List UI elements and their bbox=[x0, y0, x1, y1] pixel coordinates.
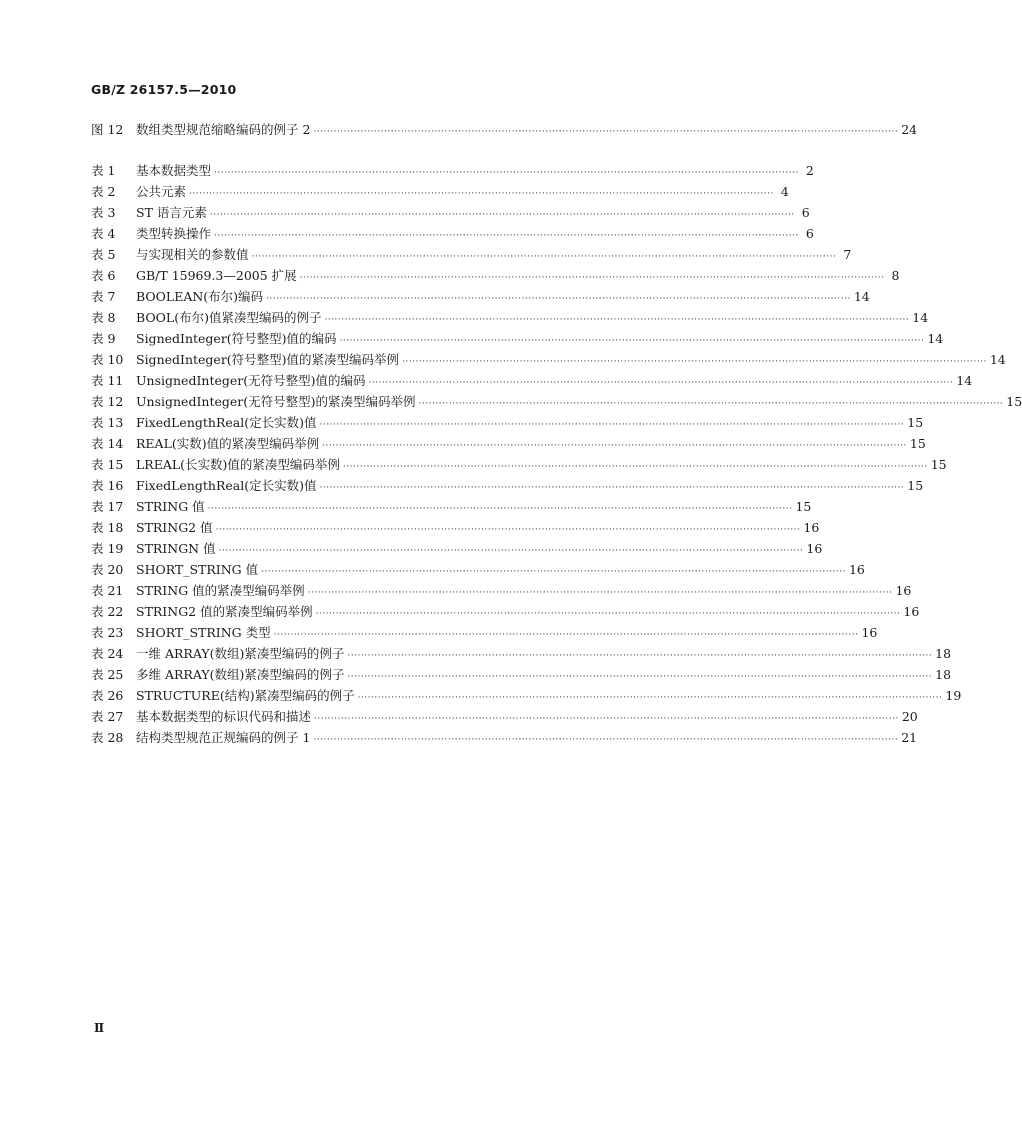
table-entry[interactable] bbox=[91, 622, 878, 643]
entry-title: SignedInteger(符号整型)值的紧凑型编码举例 bbox=[136, 352, 400, 367]
table-entry[interactable] bbox=[91, 496, 812, 517]
entry-title: STRUCTURE(结构)紧凑型编码的例子 bbox=[136, 688, 355, 703]
entry-label: 表 20 bbox=[91, 562, 124, 577]
entry-label: 表 16 bbox=[91, 478, 124, 493]
entry-title: SignedInteger(符号整型)值的编码 bbox=[136, 331, 337, 346]
table-entry[interactable] bbox=[91, 202, 810, 223]
leader-dots bbox=[319, 436, 910, 457]
entry-title: STRING2 值 bbox=[136, 520, 213, 535]
entry-title: 多维 ARRAY(数组)紧凑型编码的例子 bbox=[136, 667, 345, 682]
entry-title: SHORT_STRING 类型 bbox=[136, 625, 271, 640]
entry-page: 14 bbox=[912, 310, 929, 325]
entry-label: 表 18 bbox=[91, 520, 124, 535]
entry-page: 7 bbox=[843, 247, 852, 262]
leader-dots bbox=[258, 562, 849, 583]
document-header: GB/Z 26157.5—2010 bbox=[91, 82, 237, 97]
table-entry[interactable] bbox=[91, 370, 973, 391]
leader-dots bbox=[313, 604, 904, 625]
entry-page: 6 bbox=[805, 226, 814, 241]
table-entry[interactable] bbox=[91, 433, 926, 454]
entry-page: 15 bbox=[795, 499, 812, 514]
entry-title: 一维 ARRAY(数组)紧凑型编码的例子 bbox=[136, 646, 345, 661]
leader-dots bbox=[271, 625, 862, 646]
entry-page: 8 bbox=[891, 268, 900, 283]
entry-page: 24 bbox=[901, 122, 918, 137]
entry-title: 基本数据类型 bbox=[136, 163, 212, 178]
entry-page: 16 bbox=[903, 604, 920, 619]
leader-dots bbox=[297, 268, 888, 289]
entry-label: 表 19 bbox=[91, 541, 124, 556]
entry-title: 公共元素 bbox=[136, 184, 187, 199]
entry-label: 表 5 bbox=[91, 247, 116, 262]
entry-title: STRINGN 值 bbox=[136, 541, 216, 556]
table-entry[interactable] bbox=[91, 706, 918, 727]
entry-title: REAL(实数)值的紧凑型编码举例 bbox=[136, 436, 320, 451]
entry-title: FixedLengthReal(定长实数)值 bbox=[136, 415, 317, 430]
entry-page: 2 bbox=[805, 163, 814, 178]
entry-title: UnsignedInteger(无符号整型)的紧凑型编码举例 bbox=[136, 394, 416, 409]
table-entry[interactable] bbox=[91, 391, 1022, 412]
table-entry[interactable] bbox=[91, 286, 870, 307]
leader-dots bbox=[355, 688, 946, 709]
entry-page: 15 bbox=[907, 478, 924, 493]
leader-dots bbox=[216, 541, 807, 562]
leader-dots bbox=[316, 478, 907, 499]
leader-dots bbox=[344, 646, 935, 667]
entry-title: GB/T 15969.3—2005 扩展 bbox=[136, 268, 297, 283]
entry-label: 表 17 bbox=[91, 499, 124, 514]
entry-title: STRING 值 bbox=[136, 499, 205, 514]
entry-page: 16 bbox=[848, 562, 865, 577]
table-entry[interactable] bbox=[91, 538, 823, 559]
entry-title: ST 语言元素 bbox=[136, 205, 207, 220]
table-entry[interactable] bbox=[91, 559, 865, 580]
leader-dots bbox=[399, 352, 990, 373]
entry-page: 4 bbox=[780, 184, 789, 199]
entry-label: 表 3 bbox=[91, 205, 116, 220]
leader-dots bbox=[340, 457, 931, 478]
table-entry[interactable] bbox=[91, 643, 952, 664]
entry-page: 18 bbox=[935, 667, 952, 682]
entry-page: 16 bbox=[803, 520, 820, 535]
entry-title: BOOL(布尔)值紧凑型编码的例子 bbox=[136, 310, 322, 325]
entry-page: 19 bbox=[945, 688, 962, 703]
entry-title: 与实现相关的参数值 bbox=[136, 247, 249, 262]
leader-dots bbox=[310, 730, 901, 751]
leader-dots bbox=[213, 520, 804, 541]
leader-dots bbox=[249, 247, 840, 268]
table-entry[interactable] bbox=[91, 349, 1006, 370]
leader-dots bbox=[311, 709, 902, 730]
entry-label: 表 7 bbox=[91, 289, 116, 304]
entry-title: FixedLengthReal(定长实数)值 bbox=[136, 478, 317, 493]
entry-title: BOOLEAN(布尔)编码 bbox=[136, 289, 264, 304]
entry-label: 表 28 bbox=[91, 730, 124, 745]
entry-title: 类型转换操作 bbox=[136, 226, 212, 241]
entry-label: 表 1 bbox=[91, 163, 116, 178]
table-entry[interactable] bbox=[91, 265, 900, 286]
leader-dots bbox=[211, 163, 802, 184]
entry-title: 数组类型规范缩略编码的例子 2 bbox=[136, 122, 311, 137]
entry-label: 表 22 bbox=[91, 604, 124, 619]
figure-list bbox=[91, 119, 918, 140]
entry-title: STRING 值的紧凑型编码举例 bbox=[136, 583, 305, 598]
entry-label: 表 27 bbox=[91, 709, 124, 724]
leader-dots bbox=[316, 415, 907, 436]
entry-title: UnsignedInteger(无符号整型)值的编码 bbox=[136, 373, 366, 388]
entry-page: 15 bbox=[930, 457, 947, 472]
entry-label: 表 14 bbox=[91, 436, 124, 451]
entry-label: 表 12 bbox=[91, 394, 124, 409]
entry-page: 14 bbox=[956, 373, 973, 388]
table-entry[interactable] bbox=[91, 244, 852, 265]
entry-label: 表 26 bbox=[91, 688, 124, 703]
leader-dots bbox=[310, 122, 901, 143]
leader-dots bbox=[211, 226, 802, 247]
figure-entry[interactable] bbox=[91, 119, 918, 140]
entry-label: 表 8 bbox=[91, 310, 116, 325]
entry-label: 表 24 bbox=[91, 646, 124, 661]
entry-label: 表 25 bbox=[91, 667, 124, 682]
entry-title: 基本数据类型的标识代码和描述 bbox=[136, 709, 312, 724]
entry-page: 16 bbox=[806, 541, 823, 556]
entry-label: 表 2 bbox=[91, 184, 116, 199]
entry-page: 18 bbox=[935, 646, 952, 661]
table-entry[interactable] bbox=[91, 181, 789, 202]
entry-page: 14 bbox=[927, 331, 944, 346]
table-entry[interactable] bbox=[91, 475, 924, 496]
entry-page: 15 bbox=[907, 415, 924, 430]
leader-dots bbox=[186, 184, 777, 205]
leader-dots bbox=[321, 310, 912, 331]
table-entry[interactable] bbox=[91, 685, 962, 706]
entry-label: 表 6 bbox=[91, 268, 116, 283]
table-entry[interactable] bbox=[91, 580, 912, 601]
entry-title: SHORT_STRING 值 bbox=[136, 562, 259, 577]
table-entry[interactable] bbox=[91, 727, 918, 748]
page-number: Ⅱ bbox=[94, 1021, 105, 1035]
entry-label: 图 12 bbox=[91, 122, 124, 137]
entry-page: 21 bbox=[901, 730, 918, 745]
leader-dots bbox=[207, 205, 798, 226]
table-entry[interactable] bbox=[91, 160, 814, 181]
entry-label: 表 15 bbox=[91, 457, 124, 472]
entry-page: 16 bbox=[861, 625, 878, 640]
table-entry[interactable] bbox=[91, 307, 929, 328]
table-entry[interactable] bbox=[91, 517, 820, 538]
entry-title: STRING2 值的紧凑型编码举例 bbox=[136, 604, 313, 619]
entry-page: 6 bbox=[801, 205, 810, 220]
entry-label: 表 4 bbox=[91, 226, 116, 241]
leader-dots bbox=[366, 373, 957, 394]
entry-label: 表 11 bbox=[91, 373, 124, 388]
entry-label: 表 13 bbox=[91, 415, 124, 430]
table-entry[interactable] bbox=[91, 328, 944, 349]
leader-dots bbox=[305, 583, 896, 604]
entry-title: LREAL(长实数)值的紧凑型编码举例 bbox=[136, 457, 340, 472]
table-entry[interactable] bbox=[91, 664, 952, 685]
table-list bbox=[91, 160, 1022, 748]
leader-dots bbox=[205, 499, 796, 520]
table-entry[interactable] bbox=[91, 601, 920, 622]
entry-page: 15 bbox=[1006, 394, 1022, 409]
leader-dots bbox=[337, 331, 928, 352]
entry-page: 14 bbox=[853, 289, 870, 304]
entry-title: 结构类型规范正规编码的例子 1 bbox=[136, 730, 311, 745]
leader-dots bbox=[344, 667, 935, 688]
leader-dots bbox=[263, 289, 854, 310]
table-entry[interactable] bbox=[91, 412, 924, 433]
entry-page: 15 bbox=[909, 436, 926, 451]
table-entry[interactable] bbox=[91, 223, 814, 244]
entry-label: 表 9 bbox=[91, 331, 116, 346]
table-entry[interactable] bbox=[91, 454, 947, 475]
entry-page: 16 bbox=[895, 583, 912, 598]
entry-page: 14 bbox=[989, 352, 1006, 367]
entry-label: 表 23 bbox=[91, 625, 124, 640]
entry-label: 表 10 bbox=[91, 352, 124, 367]
entry-label: 表 21 bbox=[91, 583, 124, 598]
entry-page: 20 bbox=[901, 709, 918, 724]
